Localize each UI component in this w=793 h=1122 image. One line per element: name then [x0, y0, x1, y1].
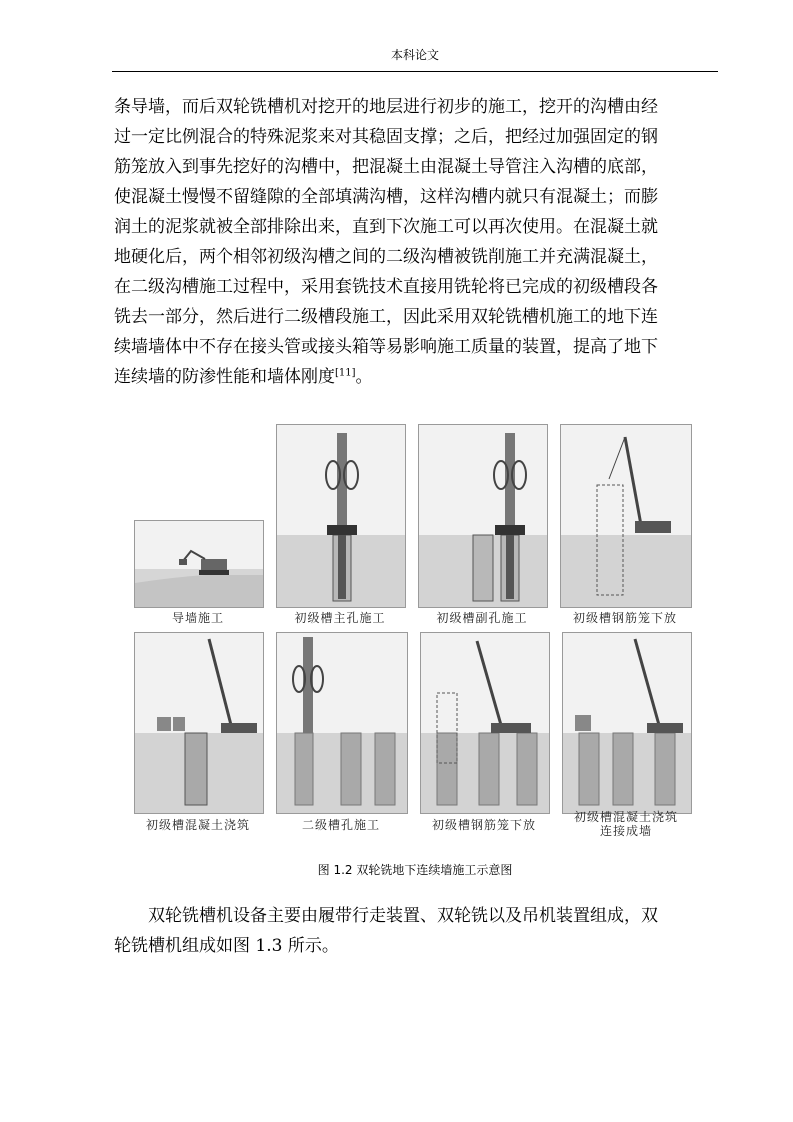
running-header: 本科论文 — [390, 48, 439, 62]
header-rule — [112, 71, 718, 72]
paragraph-line: 轮铣槽机组成如图 1.3 所示。 — [114, 936, 339, 956]
paragraph-line-last — [114, 362, 718, 392]
citation-ref[interactable]: [11] — [335, 367, 356, 379]
panel-guide-wall — [134, 520, 264, 608]
figure-caption: 图 1.2 双轮铣地下连续墙施工示意图 — [317, 863, 513, 877]
panel-primary-secondary-hole — [418, 424, 548, 608]
paragraph-line: 在二级沟槽施工过程中，采用套铣技术直接用铣轮将已完成的初级槽段各 — [114, 277, 658, 297]
caption-primary-secondary-hole: 初级槽副孔施工 — [436, 611, 528, 625]
paragraph-line: 筋笼放入到事先挖好的沟槽中，把混凝土由混凝土导管注入沟槽的底部， — [114, 157, 658, 177]
trench-cutter-illustration — [277, 425, 405, 607]
crane-illustration — [561, 425, 691, 607]
crane-concrete-illustration — [135, 633, 263, 813]
caption-concrete-join — [562, 810, 690, 838]
paragraph-2 — [114, 901, 718, 961]
paragraph-line: 过一定比例混合的特殊泥浆来对其稳固支撑；之后，把经过加强固定的钢 — [114, 127, 658, 147]
panel-cage-lowering-2 — [420, 632, 550, 814]
construction-figure — [128, 412, 696, 842]
paragraph-line: 续墙墙体中不存在接头管或接头箱等易影响施工质量的装置，提高了地下 — [114, 337, 658, 357]
panel-secondary-hole — [276, 632, 408, 814]
panel-concrete-pour-join — [562, 632, 692, 814]
caption-secondary-hole: 二级槽孔施工 — [301, 818, 380, 832]
trench-cutter-illustration — [277, 633, 407, 813]
paragraph-line: 双轮铣槽机设备主要由履带行走装置、双轮铣以及吊机装置组成，双 — [148, 906, 658, 926]
paragraph-line: 铣去一部分，然后进行二级槽段施工，因此采用双轮铣槽机施工的地下连 — [114, 307, 658, 327]
paragraph-line: 条导墙，而后双轮铣槽机对挖开的地层进行初步的施工，挖开的沟槽由经 — [114, 97, 658, 117]
crane-illustration — [421, 633, 549, 813]
caption-line: 连接成墙 — [599, 824, 652, 838]
paragraph-1 — [114, 92, 718, 392]
crane-concrete-illustration — [563, 633, 691, 813]
caption-cage-lowering-2: 初级槽钢筋笼下放 — [431, 818, 536, 832]
panel-primary-main-hole — [276, 424, 406, 608]
caption-primary-concrete: 初级槽混凝土浇筑 — [145, 818, 250, 832]
caption-primary-cage-lowering: 初级槽钢筋笼下放 — [572, 611, 677, 625]
last-line-text: 连续墙的防渗性能和墙体刚度 — [114, 367, 335, 387]
panel-primary-cage-lowering — [560, 424, 692, 608]
paragraph-line: 润土的泥浆就被全部排除出来，直到下次施工可以再次使用。在混凝土就 — [114, 217, 658, 237]
caption-line: 初级槽混凝土浇筑 — [573, 810, 678, 824]
excavator-illustration — [135, 521, 263, 607]
panel-primary-concrete-pouring — [134, 632, 264, 814]
caption-primary-main-hole: 初级槽主孔施工 — [294, 611, 386, 625]
last-line-punct: 。 — [355, 367, 373, 387]
caption-guide-wall: 导墙施工 — [171, 611, 224, 625]
trench-cutter-illustration — [419, 425, 547, 607]
paragraph-line: 使混凝土慢慢不留缝隙的全部填满沟槽，这样沟槽内就只有混凝土；而膨 — [114, 187, 658, 207]
paragraph-line: 地硬化后，两个相邻初级沟槽之间的二级沟槽被铣削施工并充满混凝土， — [114, 247, 658, 267]
